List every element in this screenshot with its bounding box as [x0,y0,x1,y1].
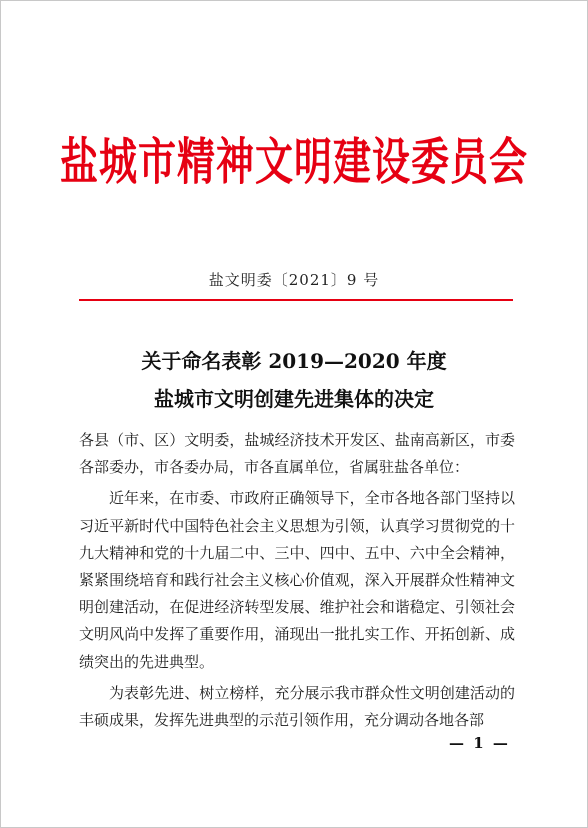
paragraph-2: 为表彰先进、树立榜样，充分展示我市群众性文明创建活动的丰硕成果，发挥先进典型的示范引领作用，充分调动各地各部 [79,683,515,730]
title-line-1: 关于命名表彰 2019—2020 年度 [141,349,447,373]
recipients: 各县（市、区）文明委，盐城经济技术开发区、盐南高新区，市委各部委办，市各委办局，市各直属单位，省属驻盐各单位： [79,431,515,477]
title-line-2: 盐城市文明创建先进集体的决定 [154,387,434,411]
body-text [79,427,515,734]
page-number: — 1 — [449,734,510,752]
letterhead: 盐城市精神文明建设委员会 [59,131,528,191]
paragraph-1: 近年来，在市委、市政府正确领导下，全市各地各部门坚持以习近平新时代中国特色社会主义思想为引领，认真学习贯彻党的十九大精神和党的十九届二中、三中、四中、五中、六中全会精神，紧紧围绕培育和践行社会主义核心价值观，深入开展群众性精神文明创建活动，在促进经济转型发展、维护社会和谐稳定、引领社会文明风尚中发挥了重要作用，涌现出一批扎实工作、开拓创新、成绩突出的先进典型。 [79,489,515,671]
document-number: 盐文明委〔2021〕9 号 [208,271,380,289]
red-divider [79,299,513,301]
